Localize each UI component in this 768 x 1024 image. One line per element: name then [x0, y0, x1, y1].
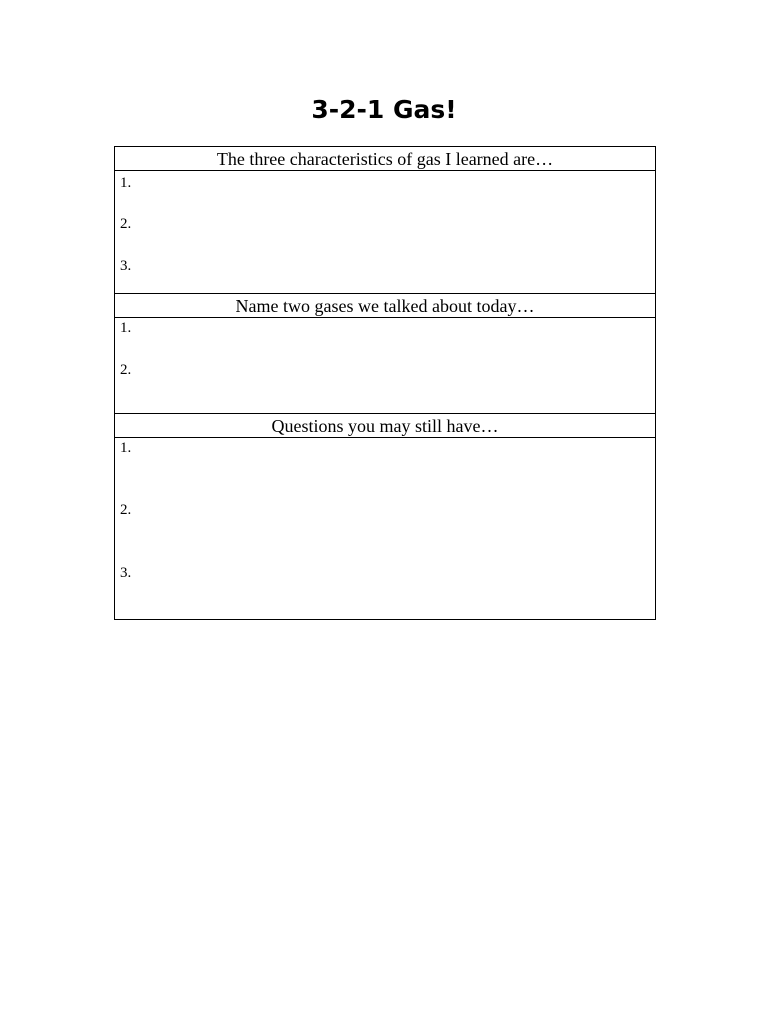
list-item-number: 3. — [120, 258, 132, 274]
list-item-number: 1. — [120, 320, 132, 336]
answer-area — [115, 171, 655, 294]
list-item-number: 3. — [120, 565, 132, 581]
worksheet-table — [114, 146, 656, 620]
list-item-number: 1. — [120, 440, 132, 456]
section-questions — [115, 414, 655, 619]
page-title: 3-2-1 Gas! — [311, 95, 457, 124]
list-item-number: 2. — [120, 502, 132, 518]
section-header: The three characteristics of gas I learned are… — [115, 147, 655, 171]
list-item-number: 1. — [120, 175, 132, 191]
section-gases — [115, 294, 655, 414]
list-item-number: 2. — [120, 362, 132, 378]
answer-area — [115, 438, 655, 619]
list-item-number: 2. — [120, 216, 132, 232]
section-header: Questions you may still have… — [115, 414, 655, 438]
answer-area — [115, 318, 655, 414]
section-header: Name two gases we talked about today… — [115, 294, 655, 318]
section-characteristics — [115, 147, 655, 294]
